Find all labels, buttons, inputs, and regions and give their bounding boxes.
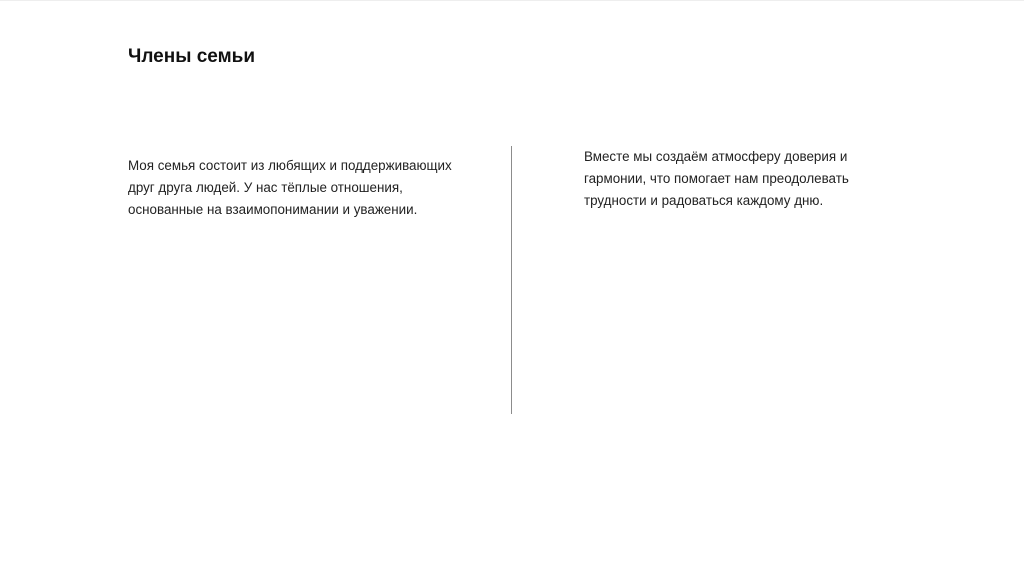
right-column-text: [584, 146, 849, 212]
slide-title: Члены семьи: [128, 46, 256, 67]
column-divider: [511, 146, 512, 414]
right-column-line: гармонии, что помогает нам преодолевать: [584, 171, 849, 186]
left-column-text: [128, 155, 452, 221]
left-column-line: основанные на взаимопонимании и уважении.: [128, 202, 418, 217]
right-column-line: трудности и радоваться каждому дню.: [584, 193, 824, 208]
right-column-line: Вместе мы создаём атмосферу доверия и: [584, 149, 848, 164]
left-column-line: друг друга людей. У нас тёплые отношения,: [128, 180, 403, 195]
slide-top-edge: [0, 0, 1024, 1]
left-column-line: Моя семья состоит из любящих и поддерживающих: [128, 158, 452, 173]
